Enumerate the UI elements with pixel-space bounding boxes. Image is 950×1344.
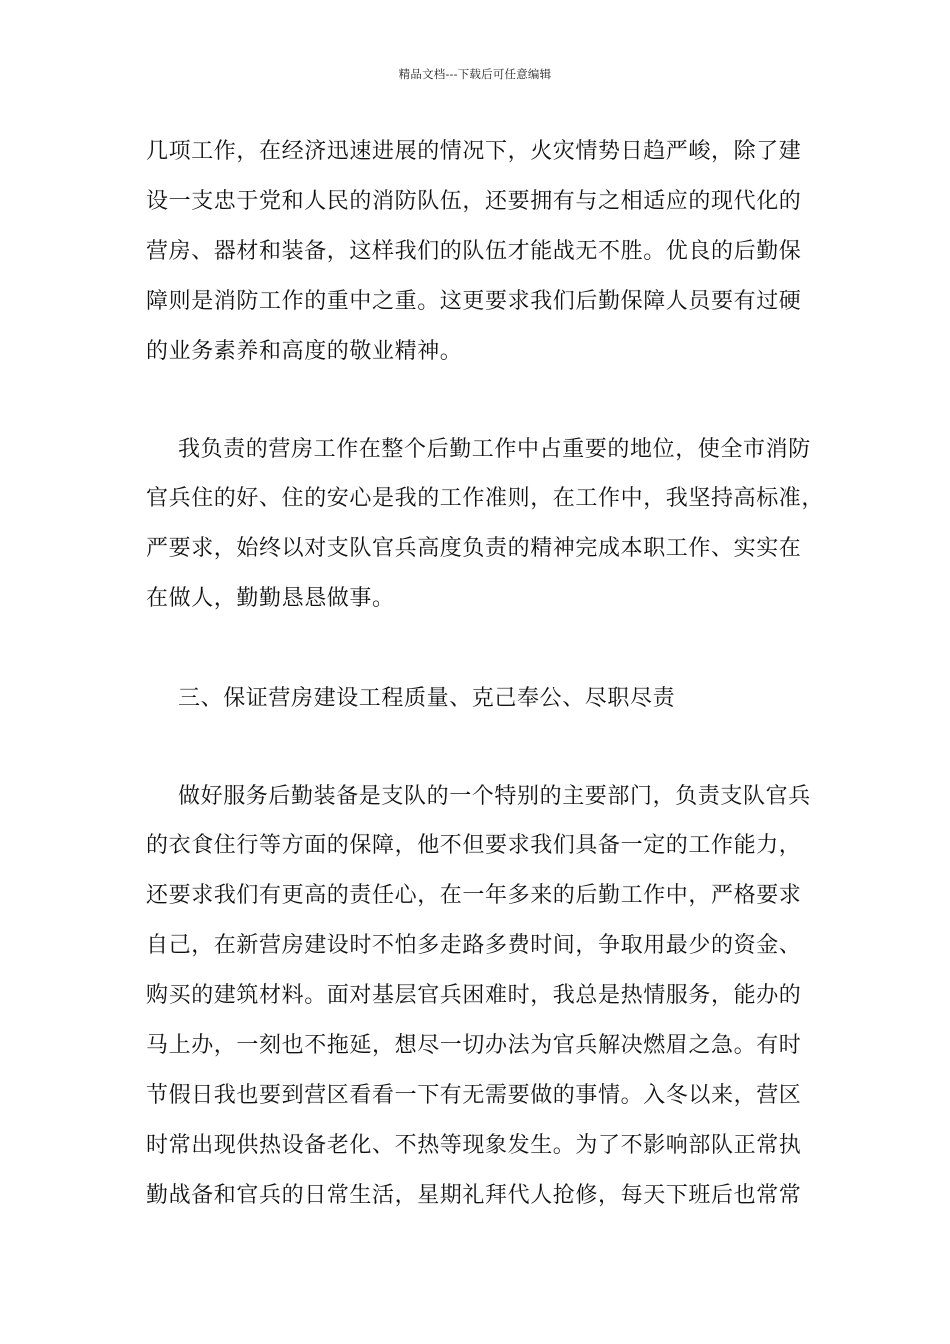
paragraph-line: 节假日我也要到营区看看一下有无需要做的事情。入冬以来，营区 (146, 1083, 802, 1108)
paragraph-line: 的衣食住行等方面的保障，他不但要求我们具备一定的工作能力， (146, 833, 802, 858)
paragraph-line: 严要求，始终以对支队官兵高度负责的精神完成本职工作、实实在 (146, 536, 802, 561)
paragraph-line: 营房、器材和装备，这样我们的队伍才能战无不胜。优良的后勤保 (146, 239, 802, 264)
paragraph-line: 设一支忠于党和人民的消防队伍，还要拥有与之相适应的现代化的 (146, 189, 802, 214)
paragraph-line: 官兵住的好、住的安心是我的工作准则，在工作中，我坚持高标准， (146, 486, 825, 511)
paragraph-line: 障则是消防工作的重中之重。这更要求我们后勤保障人员要有过硬 (146, 289, 802, 314)
paragraph-line: 还要求我们有更高的责任心，在一年多来的后勤工作中，严格要求 (146, 883, 802, 908)
paragraph-line: 马上办，一刻也不拖延，想尽一切办法为官兵解决燃眉之急。有时 (146, 1033, 802, 1058)
section-heading: 三、保证营房建设工程质量、克己奉公、尽职尽责 (178, 686, 676, 711)
paragraph-line: 勤战备和官兵的日常生活，星期礼拜代人抢修，每天下班后也常常 (146, 1183, 802, 1208)
paragraph-line: 时常出现供热设备老化、不热等现象发生。为了不影响部队正常执 (146, 1133, 802, 1158)
paragraph-line: 几项工作，在经济迅速进展的情况下，火灾情势日趋严峻，除了建 (146, 139, 802, 164)
paragraph-line: 我负责的营房工作在整个后勤工作中占重要的地位，使全市消防 (178, 437, 811, 462)
paragraph-line: 自己，在新营房建设时不怕多走路多费时间，争取用最少的资金、 (146, 933, 802, 958)
paragraph-line: 的业务素养和高度的敬业精神。 (146, 339, 463, 364)
paragraph-line: 做好服务后勤装备是支队的一个特别的主要部门，负责支队官兵 (178, 784, 811, 809)
paragraph-line: 购买的建筑材料。面对基层官兵困难时，我总是热情服务，能办的 (146, 983, 802, 1008)
page-header: 精品文档---下载后可任意编辑 (398, 67, 552, 81)
paragraph-line: 在做人，勤勤恳恳做事。 (146, 586, 395, 611)
